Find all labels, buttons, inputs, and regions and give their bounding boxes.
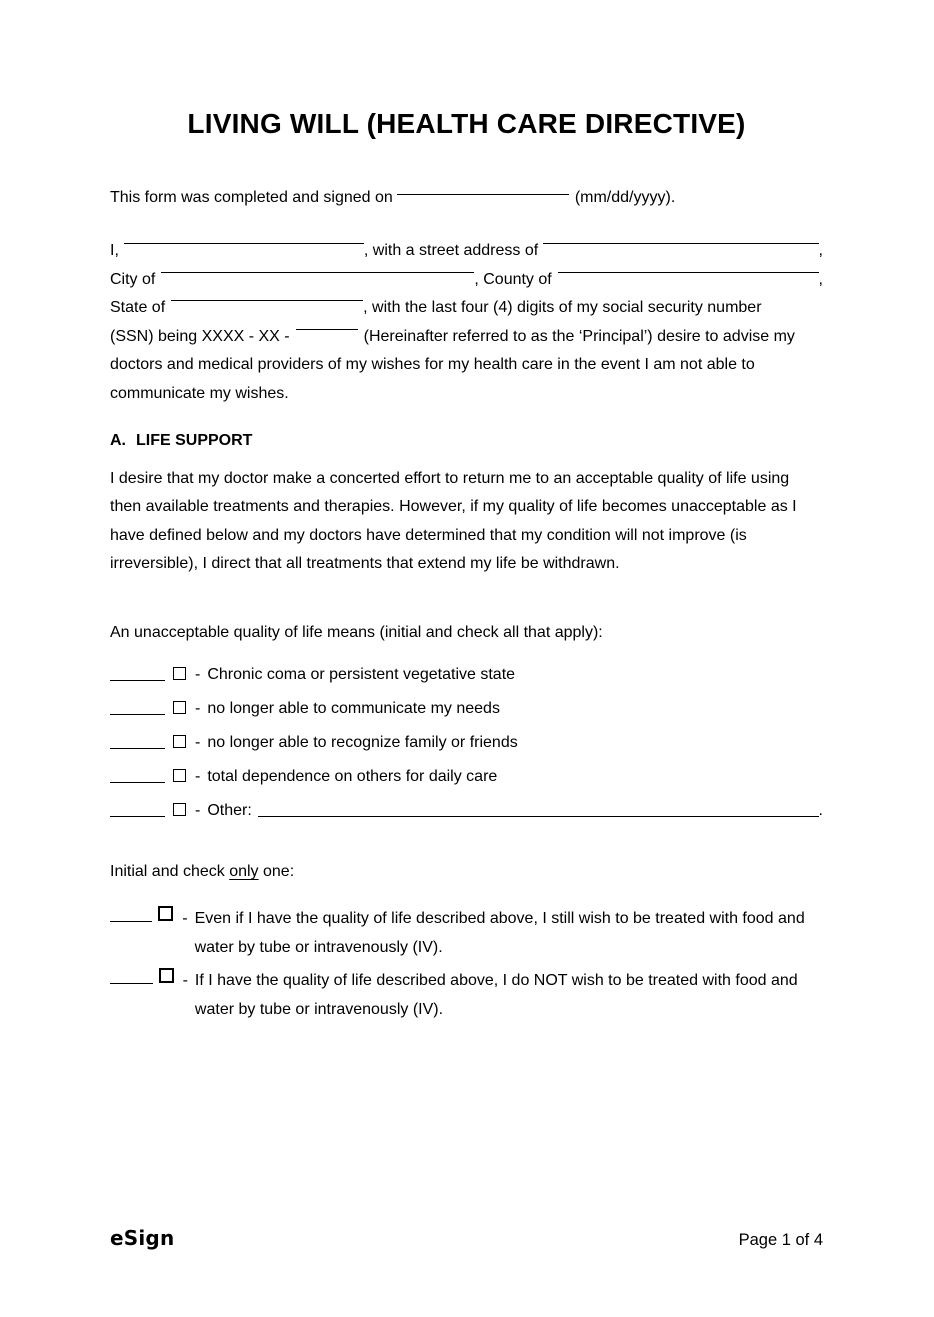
intro-text: , <box>818 242 823 259</box>
dash: - <box>195 767 201 785</box>
dash: - <box>182 909 188 927</box>
intro-line-6 <box>110 380 823 409</box>
checklist-item-label: no longer able to communicate my needs <box>207 699 500 717</box>
initial-only-one-prompt <box>110 862 823 882</box>
intro-text: , County of <box>474 270 552 288</box>
intro-text: , with the last four (4) digits of my social security number <box>363 299 762 317</box>
intro-text: I, <box>110 242 119 259</box>
checklist-item-chronic-coma <box>110 665 823 685</box>
county-blank[interactable] <box>558 269 819 273</box>
checkbox[interactable] <box>173 701 186 714</box>
checklist-item-label: Chronic coma or persistent vegetative state <box>207 665 516 683</box>
document-content <box>0 108 934 1024</box>
prompt-underlined-word: only <box>229 862 259 880</box>
checklist-item-recognize-family <box>110 733 823 753</box>
checklist-item-label: total dependence on others for daily care <box>207 767 498 785</box>
checkbox[interactable] <box>173 769 186 782</box>
city-blank[interactable] <box>161 269 474 273</box>
date-line <box>110 188 823 208</box>
quality-of-life-checklist <box>110 665 823 821</box>
prompt-suffix: one: <box>258 862 295 880</box>
section-a-title: LIFE SUPPORT <box>136 431 253 449</box>
checklist-item-other <box>110 801 823 821</box>
dash: - <box>195 699 201 717</box>
choice-item-text: If I have the quality of life described above, I do NOT wish to be treated with food and water by tube or intravenously (IV). <box>194 971 798 1018</box>
checklist-item-total-dependence <box>110 767 823 787</box>
dash: - <box>182 971 188 989</box>
trailing-period: . <box>818 801 823 819</box>
checklist-item-label: no longer able to recognize family or friends <box>207 733 518 751</box>
intro-text: (Hereinafter referred to as the ‘Principal’) desire to advise my <box>363 327 795 345</box>
ssn-last-four-blank[interactable] <box>296 326 358 330</box>
section-a-paragraph: I desire that my doctor make a concerted effort to return me to an acceptable quality of life using then available treatments and therapies. However, if my quality of life becomes unacceptable as I have defined below and my doctors have determined that my condition will not improve (is irreversible), I direct that all treatments that extend my life be withdrawn. <box>110 469 797 573</box>
intro-line-2 <box>110 266 823 295</box>
intro-text: City of <box>110 270 156 288</box>
quality-of-life-prompt: An unacceptable quality of life means (initial and check all that apply): <box>110 623 603 641</box>
esign-logo: eSign <box>110 1226 175 1250</box>
initials-blank[interactable] <box>110 711 165 715</box>
checkbox[interactable] <box>173 667 186 680</box>
choice-item-no-food-water <box>110 966 823 1024</box>
initials-blank[interactable] <box>110 813 165 817</box>
choice-item-text: Even if I have the quality of life described above, I still wish to be treated with food and water by tube or intravenously (IV). <box>194 909 805 956</box>
checkbox[interactable] <box>159 968 174 983</box>
intro-line-3 <box>110 294 823 323</box>
date-line-prefix: This form was completed and signed on <box>110 189 393 206</box>
intro-text: communicate my wishes. <box>110 384 289 402</box>
initials-blank[interactable] <box>110 677 165 681</box>
intro-paragraph <box>110 237 823 409</box>
intro-line-5 <box>110 351 823 380</box>
intro-text: , <box>818 270 823 288</box>
page-indicator: Page 1 of 4 <box>738 1231 823 1249</box>
dash: - <box>195 665 201 683</box>
document-page <box>0 108 934 1317</box>
checkbox[interactable] <box>158 906 173 921</box>
dash: - <box>195 801 201 819</box>
signing-date-blank[interactable] <box>397 191 569 195</box>
checklist-item-communicate-needs <box>110 699 823 719</box>
initials-blank[interactable] <box>110 745 165 749</box>
document-title: LIVING WILL (HEALTH CARE DIRECTIVE) <box>187 108 746 139</box>
intro-text: State of <box>110 299 166 317</box>
initials-blank[interactable] <box>110 779 165 783</box>
intro-text: , with a street address of <box>363 242 539 259</box>
intro-line-4 <box>110 323 823 352</box>
feeding-choice-list <box>110 904 823 1024</box>
intro-line-1 <box>110 237 823 266</box>
state-blank[interactable] <box>171 297 363 301</box>
other-description-blank[interactable] <box>258 813 819 817</box>
intro-text: doctors and medical providers of my wishes for my health care in the event I am not able to <box>110 356 755 374</box>
page-footer <box>110 1226 823 1250</box>
date-line-suffix: (mm/dd/yyyy). <box>574 189 676 206</box>
section-a-number: A. <box>110 431 126 449</box>
checkbox[interactable] <box>173 803 186 816</box>
choice-item-wish-food-water <box>110 904 823 962</box>
initials-blank[interactable] <box>110 980 153 984</box>
initials-blank[interactable] <box>110 918 152 922</box>
checkbox[interactable] <box>173 735 186 748</box>
intro-text: (SSN) being XXXX - XX - <box>110 327 290 345</box>
street-address-blank[interactable] <box>543 240 818 244</box>
checklist-item-label: Other: <box>207 801 252 819</box>
prompt-prefix: Initial and check <box>110 862 230 880</box>
section-a-heading <box>110 431 823 451</box>
dash: - <box>195 733 201 751</box>
principal-name-blank[interactable] <box>124 240 364 244</box>
